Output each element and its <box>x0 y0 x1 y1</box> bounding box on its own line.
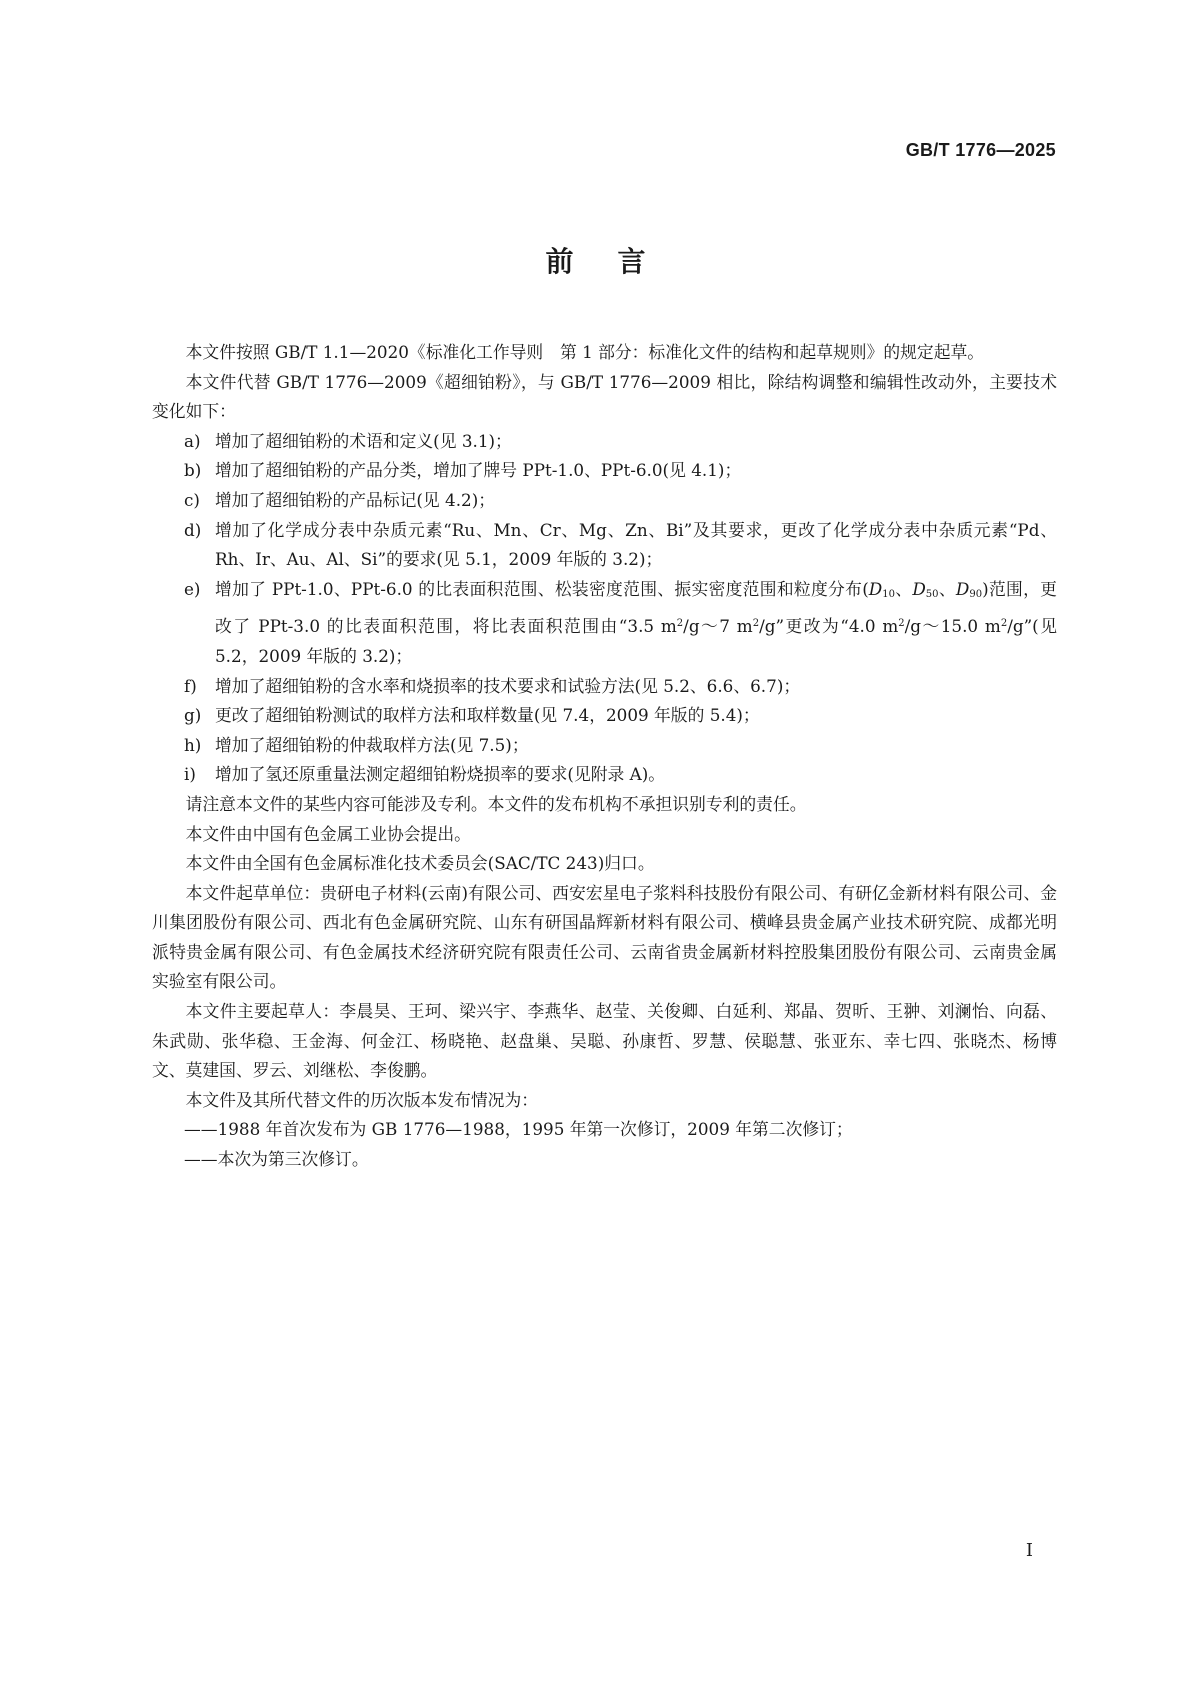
d-symbol: D <box>912 578 926 599</box>
page-number: I <box>1025 1540 1033 1561</box>
subscript: 10 <box>882 588 895 600</box>
list-label: a) <box>184 430 201 451</box>
list-text: 更改了超细铂粉测试的取样方法和取样数量(见 7.4，2009 年版的 5.4)； <box>215 705 760 726</box>
paragraph-committee: 本文件由全国有色金属标准化技术委员会(SAC/TC 243)归口。 <box>185 853 655 874</box>
list-item-i <box>152 760 1057 790</box>
list-text: 增加了超细铂粉的含水率和烧损率的技术要求和试验方法(见 5.2、6.6、6.7)； <box>215 675 801 696</box>
list-label: c) <box>184 489 200 510</box>
page-title: 前言 <box>545 245 690 278</box>
separator: 、 <box>894 578 913 599</box>
list-label: d) <box>184 519 202 540</box>
d-symbol: D <box>868 578 883 599</box>
list-item-h <box>152 731 1057 761</box>
list-label: b) <box>184 460 202 481</box>
history-item-1: ——1988 年首次发布为 GB 1776—1988，1995 年第一次修订，2009 年第二次修订； <box>184 1119 853 1140</box>
list-item-c <box>152 486 1057 516</box>
subscript: 90 <box>969 588 983 600</box>
d-symbol: D <box>955 578 970 599</box>
list-label: f) <box>184 675 197 696</box>
paragraph-replacement: 本文件代替 GB/T 1776—2009《超细铂粉》，与 GB/T 1776—2009 相比，除结构调整和编辑性改动外，主要技术变化如下： <box>152 371 1057 422</box>
list-label: h) <box>184 734 202 755</box>
history-item-2: ——本次为第三次修订。 <box>184 1149 369 1170</box>
superscript: 2 <box>676 618 684 630</box>
list-text: /g～15.0 m <box>904 616 1001 637</box>
list-label: e) <box>184 578 201 599</box>
paragraph-drafters: 本文件主要起草人：李晨昊、王珂、梁兴宇、李燕华、赵莹、关俊卿、白延利、郑晶、贺昕、王翀、刘澜怡、向磊、朱武勋、张华稳、王金海、何金江、杨晓艳、赵盘巢、吴聪、孙康哲、罗慧、侯聪慧、张亚东、幸七四、张晓杰、杨博文、莫建国、罗云、刘继松、李俊鹏。 <box>152 1001 1057 1081</box>
list-item-g <box>152 701 1057 731</box>
superscript: 2 <box>752 618 760 630</box>
list-text: )范围，更改了 PPt-3.0 的比表面积范围，将比表面积范围由“3.5 m <box>215 578 1057 637</box>
paragraph-drafting-rules: 本文件按照 GB/T 1.1—2020《标准化工作导则 第 1 部分：标准化文件的结构和起草规则》的规定起草。 <box>185 342 985 362</box>
list-text: 增加了 PPt-1.0、PPt-6.0 的比表面积范围、松装密度范围、振实密度范围和粒度分布( <box>215 578 869 599</box>
paragraph-history-intro: 本文件及其所代替文件的历次版本发布情况为： <box>185 1089 539 1110</box>
list-text: /g”更改为“4.0 m <box>759 616 899 637</box>
separator: 、 <box>938 578 956 599</box>
paragraph-drafting-units: 本文件起草单位：贵研电子材料(云南)有限公司、西安宏星电子浆料科技股份有限公司、有研亿金新材料有限公司、金川集团股份有限公司、西北有色金属研究院、山东有研国晶辉新材料有限公司、横峰县贵金属产业技术研究院、成都光明派特贵金属有限公司、有色金属技术经济研究院有限责任公司、云南省贵金属新材料控股集团股份有限公司、云南贵金属实验室有限公司。 <box>152 882 1057 992</box>
subscript: 50 <box>925 588 939 600</box>
list-text: 增加了化学成分表中杂质元素“Ru、Mn、Cr、Mg、Zn、Bi”及其要求，更改了化学成分表中杂质元素“Pd、Rh、Ir、Au、Al、Si”的要求(见 5.1，2009 年版的 3.2)； <box>215 519 1057 570</box>
foreword-body <box>152 338 1057 1175</box>
superscript: 2 <box>898 618 905 630</box>
list-item-e <box>152 575 1057 672</box>
list-item-d <box>152 516 1057 575</box>
list-text: 增加了超细铂粉的仲裁取样方法(见 7.5)； <box>215 734 529 755</box>
list-text: /g～7 m <box>683 616 753 637</box>
list-item-f <box>152 672 1057 702</box>
list-label: i) <box>184 764 196 785</box>
list-item-b <box>152 456 1057 486</box>
superscript: 2 <box>1000 618 1008 630</box>
list-text: 增加了超细铂粉的产品分类，增加了牌号 PPt-1.0、PPt-6.0(见 4.1)； <box>215 460 742 481</box>
paragraph-proposer: 本文件由中国有色金属工业协会提出。 <box>185 823 471 844</box>
paragraph-patent-notice: 请注意本文件的某些内容可能涉及专利。本文件的发布机构不承担识别专利的责任。 <box>185 793 807 814</box>
list-text: /g”(见 5.2，2009 年版的 3.2)； <box>215 616 1057 666</box>
list-item-a <box>152 427 1057 457</box>
list-label: g) <box>184 705 202 726</box>
list-text: 增加了超细铂粉的产品标记(见 4.2)； <box>215 489 496 510</box>
document-code: GB/T 1776—2025 <box>905 140 1056 160</box>
list-text: 增加了氢还原重量法测定超细铂粉烧损率的要求(见附录 A)。 <box>215 764 666 785</box>
list-text: 增加了超细铂粉的术语和定义(见 3.1)； <box>215 430 512 451</box>
